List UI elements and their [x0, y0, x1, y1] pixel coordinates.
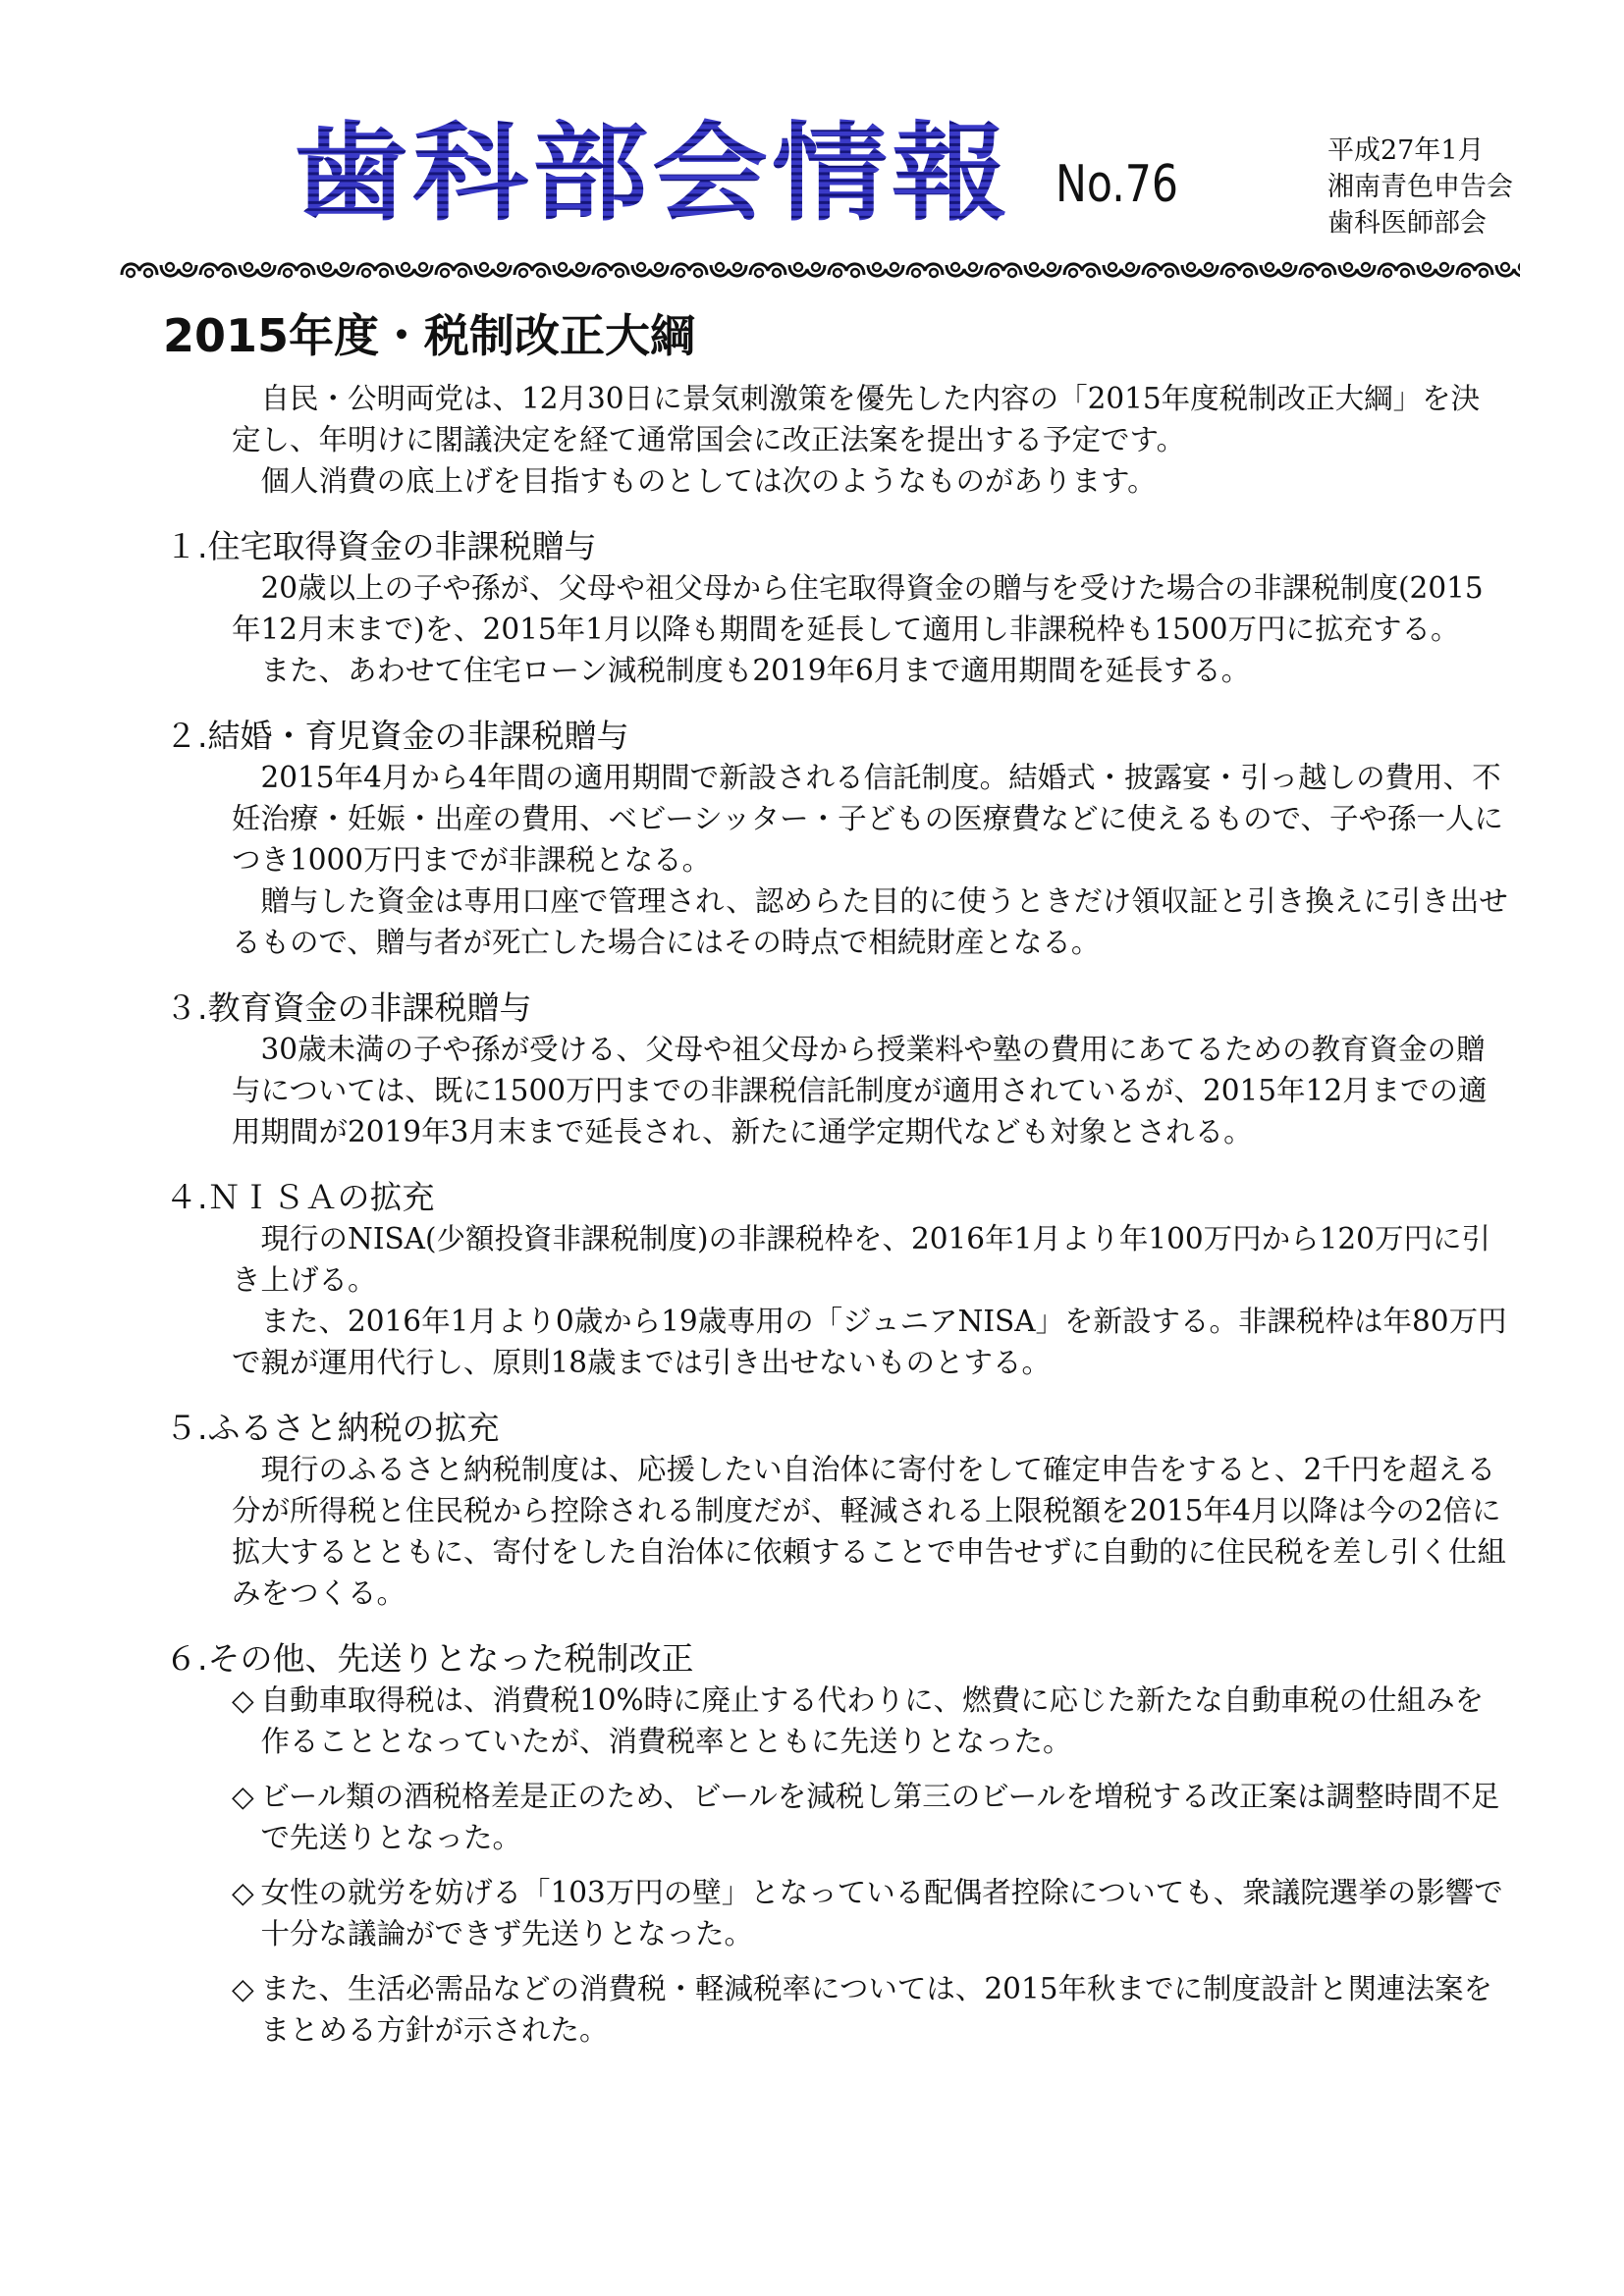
organization-name: 湘南青色申告会 — [1327, 172, 1513, 202]
divider-motif — [1221, 263, 1296, 277]
postponed-list — [232, 1680, 1508, 2051]
main-heading: 2015年度・税制改正大綱 — [163, 309, 696, 362]
divider-motif — [122, 263, 196, 277]
section-paragraph: 現行のNISA(少額投資非課税制度)の非課税枠を、2016年1月より年100万円から120万円に引き上げる。 — [232, 1222, 1490, 1297]
divider-motif — [1379, 263, 1453, 277]
list-item — [232, 1776, 1508, 1858]
divider-motif — [357, 263, 432, 277]
divider-motif — [986, 263, 1060, 277]
section-paragraph: また、2016年1月より0歳から19歳専用の「ジュニアNISA」を新設する。非課税枠は年80万円で親が運用代行し、原則18歳までは引き出せないものとする。 — [232, 1305, 1507, 1379]
issue-date: 平成27年1月 — [1327, 135, 1485, 166]
masthead-title: 歯科部会情報 — [293, 110, 1012, 236]
divider-motif — [1143, 263, 1218, 277]
section-paragraph: 30歳未満の子や孫が受ける、父母や祖父母から授業料や塾の費用にあてるための教育資金の贈与については、既に1500万円までの非課税信託制度が適用されているが、2015年12月までの適用期間が2019年3月末まで延長され、新たに通学定期代なども対象とされる。 — [232, 1033, 1488, 1148]
department-name: 歯科医師部会 — [1327, 208, 1487, 239]
divider-motif — [1457, 263, 1520, 277]
divider-motif — [593, 263, 668, 277]
section-furusato-tax — [165, 1408, 1508, 1614]
section-heading: ４.ＮＩＳＡの拡充 — [165, 1178, 435, 1216]
divider-motif — [750, 263, 825, 277]
list-item-text: ビール類の酒税格差是正のため、ビールを減税し第三のビールを増税する改正案は調整時間不足で先送りとなった。 — [260, 1780, 1500, 1854]
section-nisa-expansion — [165, 1177, 1508, 1383]
list-item — [232, 1872, 1508, 1954]
section-marriage-childcare-gift — [165, 716, 1508, 963]
section-paragraph: 2015年4月から4年間の適用期間で新設される信託制度。結婚式・披露宴・引っ越しの費用、不妊治療・妊娠・出産の費用、ベビーシッター・子どもの医療費などに使えるもので、子や孫一人につき1000万円までが非課税となる。 — [232, 761, 1504, 877]
decorative-divider — [118, 253, 1520, 287]
divider-motif — [1300, 263, 1375, 277]
diamond-bullet-icon: ◇ — [232, 1683, 254, 1717]
intro-paragraph: 自民・公明両党は、12月30日に景気刺激策を優先した内容の「2015年度税制改正大綱」を決定し、年明けに閣議決定を経て通常国会に改正法案を提出する予定です。 — [232, 382, 1481, 456]
divider-motif — [436, 263, 511, 277]
section-heading: １.住宅取得資金の非課税贈与 — [165, 527, 597, 565]
section-heading: ６.その他、先送りとなった税制改正 — [165, 1639, 694, 1678]
section-postponed-reforms — [165, 1638, 1508, 2051]
section-paragraph: 20歳以上の子や孫が、父母や祖父母から住宅取得資金の贈与を受けた場合の非課税制度(2015年12月末まで)を、2015年1月以降も期間を延長して適用し非課税枠も1500万円に拡充する。 — [232, 571, 1484, 646]
section-heading: ３.教育資金の非課税贈与 — [165, 988, 532, 1027]
diamond-bullet-icon: ◇ — [232, 1876, 254, 1909]
list-item-text: 女性の就労を妨げる「103万円の壁」となっている配偶者控除についても、衆議院選挙の影響で十分な議論ができず先送りとなった。 — [260, 1876, 1503, 1950]
divider-motif — [672, 263, 746, 277]
list-item-text: また、生活必需品などの消費税・軽減税率については、2015年秋までに制度設計と関連法案をまとめる方針が示された。 — [260, 1972, 1492, 2047]
header-meta — [1327, 133, 1513, 241]
intro — [232, 378, 1508, 502]
divider-motif — [200, 263, 275, 277]
divider-motif — [1064, 263, 1139, 277]
list-item-text: 自動車取得税は、消費税10%時に廃止する代わりに、燃費に応じた新たな自動車税の仕組みを作ることとなっていたが、消費税率とともに先送りとなった。 — [260, 1683, 1485, 1758]
diamond-bullet-icon: ◇ — [232, 1780, 254, 1813]
section-paragraph: 現行のふるさと納税制度は、応援したい自治体に寄付をして確定申告をすると、2千円を超える分が所得税と住民税から控除される制度だが、軽減される上限税額を2015年4月以降は今の2倍に拡大するとともに、寄付をした自治体に依頼することで申告せずに自動的に住民税を差し引く仕組みをつくる。 — [232, 1453, 1507, 1610]
divider-motif — [514, 263, 589, 277]
section-heading: ２.結婚・育児資金の非課税贈与 — [165, 717, 629, 755]
list-item — [232, 1968, 1508, 2051]
section-education-gift — [165, 988, 1508, 1152]
article-body — [165, 378, 1508, 2064]
intro-paragraph: 個人消費の底上げを目指すものとしては次のようなものがあります。 — [260, 464, 1157, 498]
divider-motif — [907, 263, 982, 277]
divider-motif — [829, 263, 903, 277]
section-paragraph: また、あわせて住宅ローン減税制度も2019年6月まで適用期間を延長する。 — [260, 654, 1251, 687]
diamond-bullet-icon: ◇ — [232, 1972, 254, 2005]
list-item — [232, 1680, 1508, 1762]
section-housing-gift — [165, 526, 1508, 691]
issue-number: No.76 — [1056, 155, 1179, 214]
section-paragraph: 贈与した資金は専用口座で管理され、認めらた目的に使うときだけ領収証と引き換えに引き出せるもので、贈与者が死亡した場合にはその時点で相続財産となる。 — [232, 884, 1508, 959]
section-heading: ５.ふるさと納税の拡充 — [165, 1409, 500, 1447]
divider-motif — [279, 263, 353, 277]
